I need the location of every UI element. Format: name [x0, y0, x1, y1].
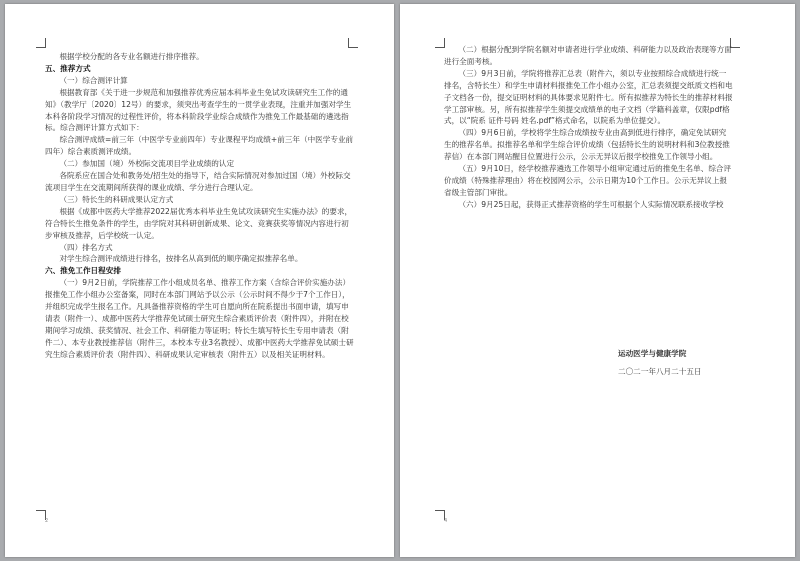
paragraph: （二）根据分配到学院名额对申请者进行学业成绩、科研能力以及政治表现等方面进行全面考核。 [444, 45, 732, 66]
section-heading: 六、推免工作日程安排 [45, 266, 121, 276]
paragraph: （四）排名方式 [59, 242, 113, 252]
paragraph: （四）9月6日前，学校将学生综合成绩按专业由高到低进行排序，确定免试研究生的推荐名单。拟推荐名单和学生综合评价成绩（包括特长生的说明材料和3位教授推荐信）在本部门网站醒目位置进行公示，公示无异议后报学校推免工作领导小组。 [444, 128, 730, 162]
document-page-left [5, 4, 394, 557]
paragraph: 根据《成都中医药大学推荐2022届优秀本科毕业生免试攻读研究生实施办法》的要求，符合特长生推免条件的学生，由学院对其科研创新成果、论文、竞赛获奖等情况内容进行初步审核及推荐，后学校统一认定。 [45, 206, 353, 240]
paragraph: （一）综合测评计算 [59, 75, 128, 85]
margin-corner-mark [36, 38, 46, 48]
paragraph: （二）参加国（境）外校际交流项目学业成绩的认定 [59, 159, 235, 169]
paragraph: 综合测评成绩=前三年（中医学专业前四年）专业课程平均成绩+前三年（中医学专业前四年）综合素质测评成绩。 [45, 135, 354, 157]
page-text-body [45, 51, 354, 361]
paragraph: 各院系应在国合处和教务处/招生处的指导下，结合实际情况对参加过国（境）外校际交流项目学生在交流期间所获得的课业成绩、学分进行合理认定。 [45, 171, 351, 192]
signature-block [618, 348, 702, 378]
page-number: 4 [444, 518, 448, 524]
page-number: 2 [45, 518, 49, 524]
paragraph: 根据教育部《关于进一步规范和加强推荐优秀应届本科毕业生免试攻读研究生工作的通知》（教学厅〔2020〕12号）的要求，须突出考查学生的一贯学业表现，注重并加强对学生本科各阶段学习情况的过程性评价，将本科阶段学业综合成绩作为推免工作最基础的遴选指标。综合测评计算方式如下： [45, 87, 352, 133]
paragraph: （六）9月25日起，获得正式推荐资格的学生可根据个人实际情况联系接收学校 [458, 199, 724, 209]
paragraph: （五）9月10日，经学校推荐遴选工作领导小组审定通过后的推免生名单、综合评价成绩（特殊推荐理由）将在校园网公示，公示日期为10个工作日。公示无异议上报省级主管部门审批。 [444, 164, 732, 197]
document-page-right [400, 4, 795, 557]
section-heading: 五、推荐方式 [45, 63, 91, 73]
paragraph: （一）9月2日前，学院推荐工作小组成员名单、推荐工作方案（含综合评价实施办法）报推免工作小组办公室备案，同时在本部门网站予以公示（公示时间不得少于7个工作日），并组织完成学生报名工作。凡具备推荐资格的学生可自愿向所在院系提出书面申请，填写申请表（附件一）、成都中医药大学推荐免试硕士研究生综合素质评价表（附件四），并附在校期间学习成绩、获奖情况、社会工作、科研能力等证明；特长生填写特长生专用申请表（附件二）、本专业教授推荐信（附件三，本校本专业3名教授）、成都中医药大学推荐免试硕士研究生综合素质评价表（附件四）、科研成果认定审核表（附件五）以及相关证明材料。 [45, 278, 354, 359]
paragraph: 根据学校分配的各专业名额进行排序推荐。 [59, 52, 204, 61]
margin-corner-mark [348, 38, 358, 48]
page-text-body [444, 44, 733, 211]
signature-organization: 运动医学与健康学院 [618, 349, 687, 358]
paragraph: （三）特长生的科研成果认定方式 [59, 194, 174, 204]
paragraph: 对学生综合测评成绩进行排名，按排名从高到低的顺序确定拟推荐名单。 [59, 254, 303, 264]
signature-date: 二〇二一年八月二十五日 [618, 367, 702, 376]
paragraph: （三）9月3日前，学院将推荐汇总表（附件六，须以专业按照综合成绩进行统一排名，含特长生）和学生申请材料报推免工作小组办公室，汇总表须提交纸质文档和电子文档各一份，提交证明材料的具体要求见附件七。所有拟推荐为特长生的推荐材料报学工部审核。另，所有拟推荐学生须提交成绩单的电子文档（学籍科盖章，仅限pdf格式，以“院系 证件号码 姓名.pdf”格式命名，以院系为单位提交）。 [444, 68, 733, 126]
